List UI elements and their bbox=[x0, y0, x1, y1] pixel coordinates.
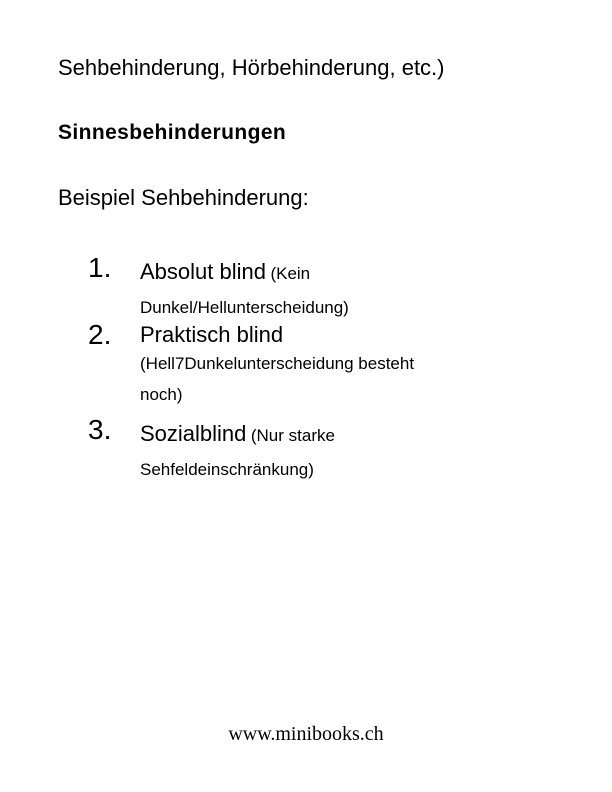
list-item-text bbox=[140, 417, 530, 487]
list-item-title: Sozialblind bbox=[140, 421, 247, 446]
list-number: 1. bbox=[88, 252, 112, 283]
example-label: Beispiel Sehbehinderung: bbox=[58, 185, 309, 210]
list-item-detail: (Hell7Dunkelunterscheidung besteht bbox=[140, 354, 415, 373]
list-item-title: Praktisch blind bbox=[140, 322, 284, 347]
list-item-detail-continued: Sehfeldeinschränkung) bbox=[140, 460, 314, 479]
list-item-detail-continued: Dunkel/Hellunterscheidung) bbox=[140, 298, 349, 317]
list-item-title: Absolut blind bbox=[140, 259, 266, 284]
list-item-text bbox=[140, 255, 530, 325]
section-heading: Sinnesbehinderungen bbox=[58, 121, 287, 144]
list-number: 3. bbox=[88, 414, 112, 445]
intro-line: Sehbehinderung, Hörbehinderung, etc.) bbox=[58, 55, 445, 80]
list-item-detail: (Kein bbox=[270, 264, 311, 283]
list-item-text bbox=[140, 322, 530, 413]
list-number: 2. bbox=[88, 319, 112, 350]
footer-url: www.minibooks.ch bbox=[228, 723, 384, 745]
list-item-detail: (Nur starke bbox=[250, 426, 335, 445]
list-item-detail-continued: noch) bbox=[140, 385, 183, 404]
